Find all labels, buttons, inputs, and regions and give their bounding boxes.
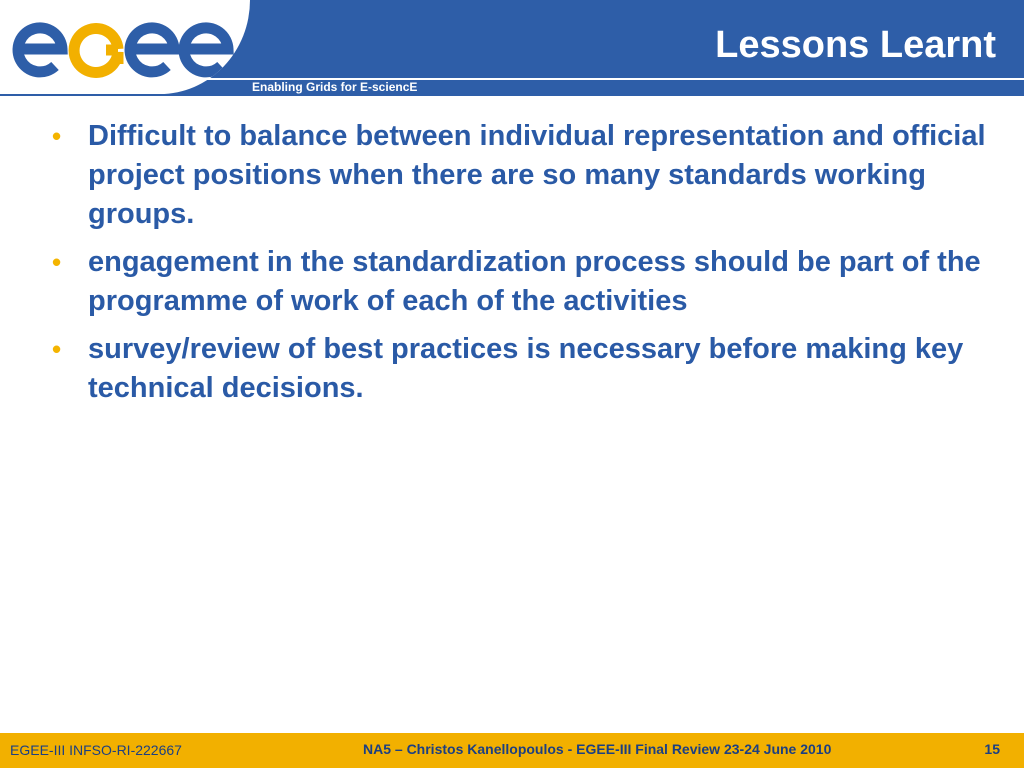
bullet-item: [52, 330, 992, 408]
footer-presentation-info: NA5 – Christos Kanellopoulos - EGEE-III Final Review 23-24 June 2010: [363, 741, 832, 757]
bullet-list: [52, 117, 992, 417]
tagline: Enabling Grids for E-sciencE: [252, 80, 418, 94]
footer-project-id: EGEE-III INFSO-RI-222667: [10, 742, 182, 758]
bullet-icon: •: [52, 247, 62, 277]
bullet-item: [52, 117, 992, 234]
bullet-text: survey/review of best practices is necessary before making key technical decisions.: [88, 333, 964, 404]
bullet-icon: •: [52, 334, 62, 364]
slide-title: Lessons Learnt: [715, 24, 996, 66]
egee-logo: [10, 12, 240, 82]
bullet-text: Difficult to balance between individual representation and official project positions when there are so many standards working groups.: [88, 120, 986, 230]
bullet-text: engagement in the standardization process should be part of the programme of work of each of the activities: [88, 246, 981, 317]
logo-area: [0, 0, 250, 94]
page-number: 15: [984, 741, 1000, 757]
footer-bar: [0, 733, 1024, 768]
bullet-icon: •: [52, 121, 62, 151]
bullet-item: [52, 243, 992, 321]
